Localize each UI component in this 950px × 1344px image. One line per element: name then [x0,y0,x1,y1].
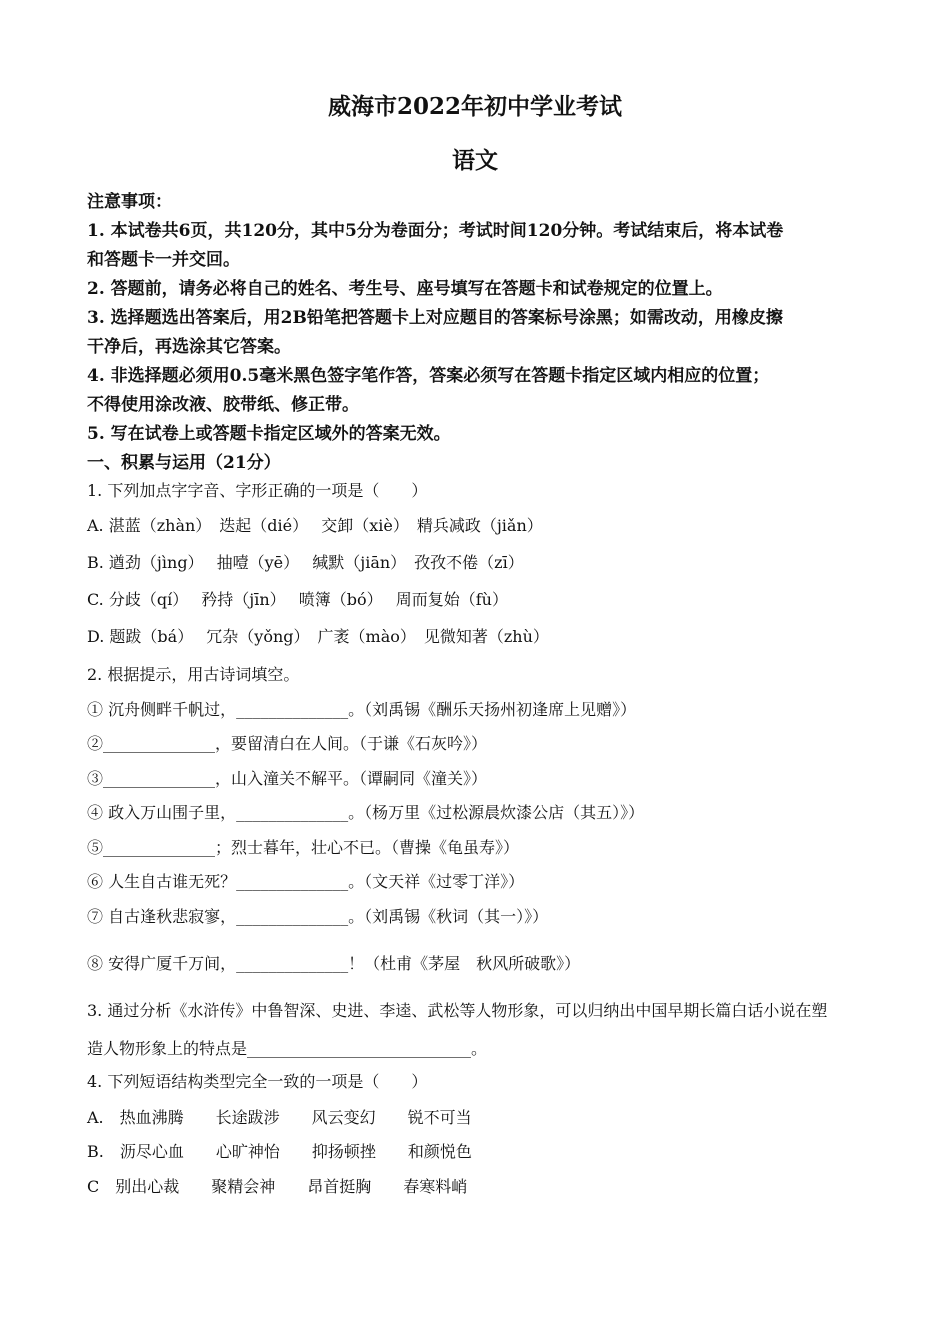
poem-fill-item: ⑧ 安得广厦千万间，______________！（杜甫《茅屋 秋风所破歌》） [87,954,581,973]
poem-fill-item: ②______________，要留清白在人间。（于谦《石灰吟》） [87,734,488,753]
choice-option: C 别出心裁 聚精会神 昂首挺胸 春寒料峭 [87,1177,468,1196]
poem-fill-item: ③______________，山入潼关不解平。（谭嗣同《潼关》） [87,769,488,788]
poem-fill-item: ④ 政入万山围子里，______________。（杨万里《过松源晨炊漆公店（其五）》） [87,803,645,822]
notice-line: 4. 非选择题必须用0.5毫米黑色签字笔作答，答案必须写在答题卡指定区域内相应的位置； [87,366,770,386]
choice-option: D. 题跋（bá） 冗杂（yǒng） 广袤（mào） 见微知著（zhù） [87,627,549,646]
poem-fill-item: ⑤______________；烈士暮年，壮心不已。（曹操《龟虽寿》） [87,838,520,857]
exam-subject: 语文 [452,147,498,174]
notice-line: 3. 选择题选出答案后，用2B铅笔把答题卡上对应题目的答案标号涂黑；如需改动，用橡皮擦 [87,308,783,328]
choice-option: A. 湛蓝（zhàn） 迭起（dié） 交卸（xiè） 精兵减政（jiǎn） [87,516,543,535]
poem-fill-item: ① 沉舟侧畔千帆过，______________。（刘禹锡《酬乐天扬州初逢席上见赠》） [87,700,637,719]
choice-option: A. 热血沸腾 长途跋涉 风云变幻 锐不可当 [87,1108,472,1127]
choice-option: B. 遒劲（jìng） 抽噎（yē） 缄默（jiān） 孜孜不倦（zī） [87,553,524,572]
choice-option: B. 沥尽心血 心旷神怡 抑扬顿挫 和颜悦色 [87,1142,472,1161]
notice-line: 5. 写在试卷上或答题卡指定区域外的答案无效。 [87,424,451,444]
notice-line: 1. 本试卷共6页，共120分，其中5分为卷面分；考试时间120分钟。考试结束后，将本试卷 [87,221,784,241]
poem-fill-item: ⑥ 人生自古谁无死？______________。（文天祥《过零丁洋》） [87,872,525,891]
exam-title: 威海市2022年初中学业考试 [327,93,622,120]
choice-option: C. 分歧（qí） 矜持（jīn） 喷簿（bó） 周而复始（fù） [87,590,508,609]
question-stem: 3. 通过分析《水浒传》中鲁智深、史进、李逵、武松等人物形象，可以归纳出中国早期长篇白话小说在塑 [87,1001,828,1020]
notice-line: 2. 答题前，请务必将自己的姓名、考生号、座号填写在答题卡和试卷规定的位置上。 [87,279,723,299]
notice-line: 和答题卡一并交回。 [87,250,240,270]
question-stem: 2. 根据提示，用古诗词填空。 [87,665,300,684]
poem-fill-item: ⑦ 自古逢秋悲寂寥，______________。（刘禹锡《秋词（其一）》） [87,907,549,926]
question-stem-continued: 造人物形象上的特点是____________________________。 [87,1039,488,1058]
question-stem: 1. 下列加点字字音、字形正确的一项是（ ） [87,481,428,500]
notice-line: 不得使用涂改液、胶带纸、修正带。 [87,395,359,415]
section-heading: 一、积累与运用（21分） [87,453,281,473]
notice-line: 干净后，再选涂其它答案。 [87,337,291,357]
notice-heading: 注意事项： [87,192,172,212]
question-stem: 4. 下列短语结构类型完全一致的一项是（ ） [87,1072,428,1091]
